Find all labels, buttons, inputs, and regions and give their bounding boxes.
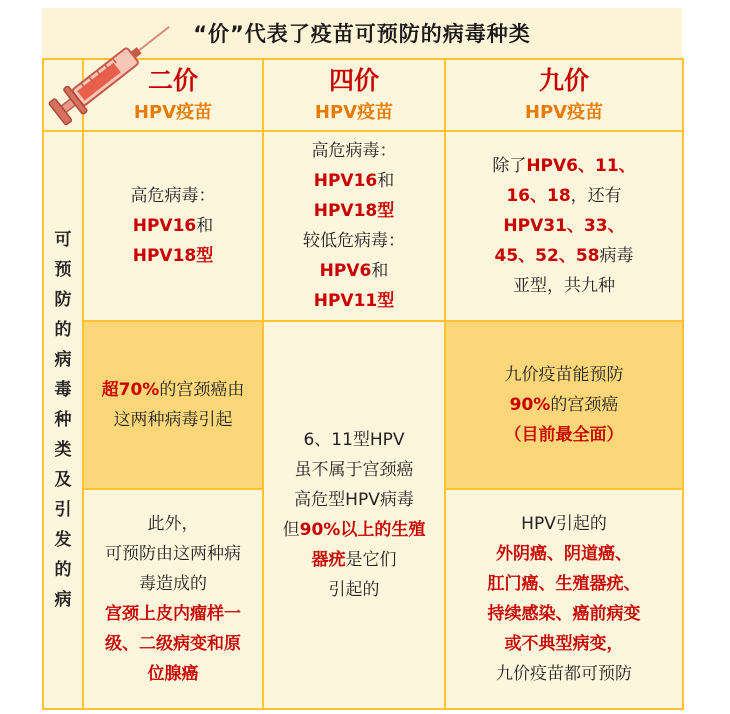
page-title: “价”代表了疫苗可预防的病毒种类 xyxy=(193,22,531,46)
cell-bivalent-lesions: 此外， 可预防由这两种病 毒造成的 宫颈上皮内瘤样一 级、二级病变和原 位腺癌 xyxy=(83,489,263,709)
cell-bivalent-viruses: 高危病毒： HPV16和 HPV18型 xyxy=(83,131,263,321)
header-sub: HPV疫苗 xyxy=(133,102,213,123)
cell-nonavalent-viruses: 除了HPV6、11、 16、18，还有 HPV31、33、 45、52、58病毒 亚型，共九种 xyxy=(445,131,683,321)
header-nonavalent xyxy=(445,59,683,131)
cell-nonavalent-diseases: HPV引起的 外阴癌、阴道癌、 肛门癌、生殖器疣、 持续感染、癌前病变 或不典型病变， 九价疫苗都可预防 xyxy=(445,489,683,709)
side-label: 可 预 防 的 病 毒 种 类 及 引 发 的 病 xyxy=(43,131,83,709)
cell-quadrivalent-viruses: 高危病毒： HPV16和 HPV18型 较低危病毒： HPV6和 HPV11型 xyxy=(263,131,445,321)
header-sub: HPV疫苗 xyxy=(524,102,604,123)
header-main: 四价 xyxy=(328,66,379,95)
cell-quadrivalent-note: 6、11型HPV 虽不属于宫颈癌 高危型HPV病毒 但90%以上的生殖 器疣是它们 引起的 xyxy=(263,321,445,709)
header-sub: HPV疫苗 xyxy=(314,102,394,123)
cell-bivalent-prevention: 超70%的宫颈癌由 这两种病毒引起 xyxy=(83,321,263,489)
header-main: 九价 xyxy=(538,66,589,95)
syringe-icon xyxy=(36,6,186,136)
cell-nonavalent-prevention: 九价疫苗能预防 90%的宫颈癌 （目前最全面） xyxy=(445,321,683,489)
header-main: 二价 xyxy=(147,66,198,95)
hpv-vaccine-table xyxy=(42,58,684,710)
header-quadrivalent xyxy=(263,59,445,131)
